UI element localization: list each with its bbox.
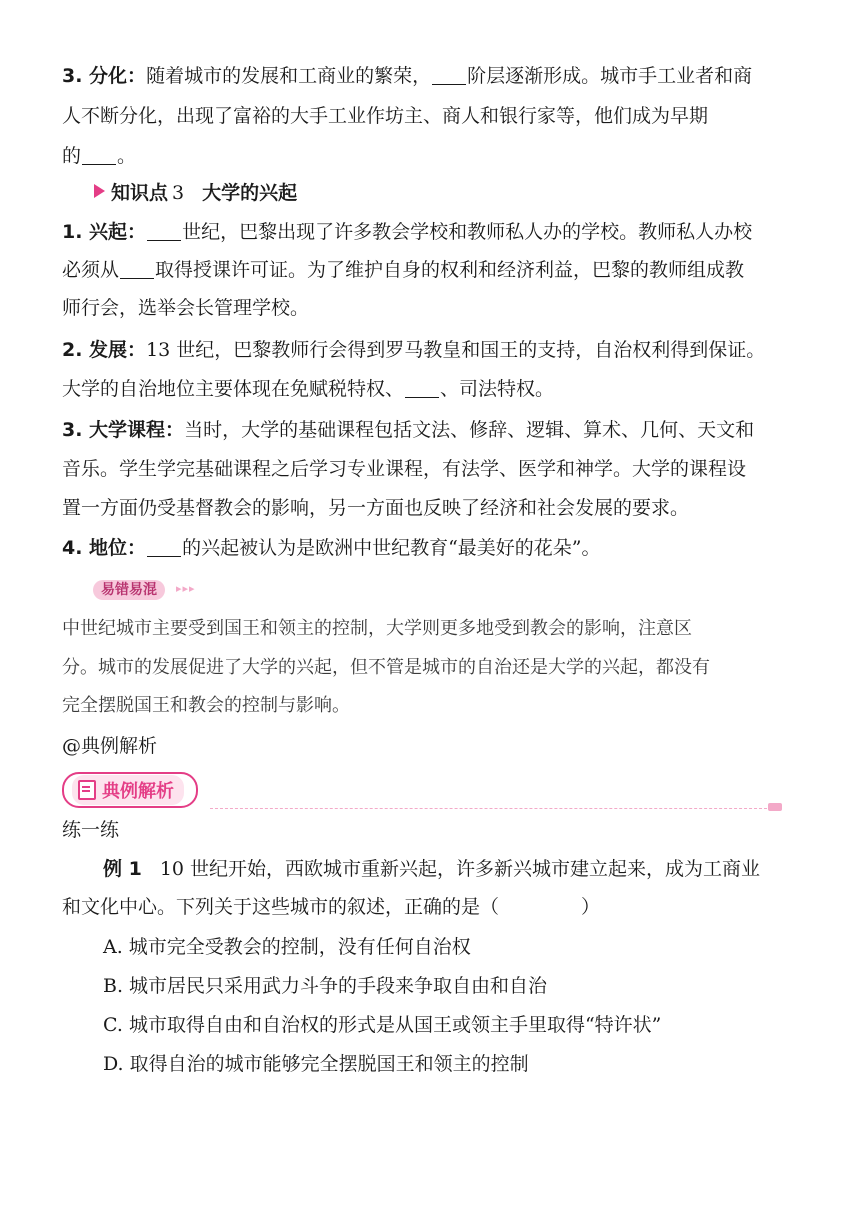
triangle-right-icon (94, 184, 105, 198)
example-line-2 (62, 895, 600, 919)
fenhua-text-1b: 阶层逐渐形成。城市手工业者和商 (467, 65, 753, 87)
xingqi-line-3: 师行会，选举会长管理学校。 (62, 297, 310, 319)
divider (210, 808, 772, 809)
yicuo-line-2: 分。城市的发展促进了大学的兴起，但不管是城市的自治还是大学的兴起，都没有 (62, 657, 710, 678)
fazhan-line-2 (62, 377, 554, 401)
kecheng-line-3: 置一方面仍受基督教会的影响，另一方面也反映了经济和社会发展的要求。 (62, 497, 690, 519)
lianyilian-heading: 练一练 (62, 819, 120, 841)
kecheng-label: 3. 大学课程： (62, 419, 185, 441)
kp-label: 知识点 (111, 182, 169, 204)
xingqi-line-1 (62, 220, 752, 244)
option-c[interactable]: C. 城市取得自由和自治权的形式是从国王或领主手里取得“特许状” (103, 1014, 662, 1036)
fenhua-text-1a: 随着城市的发展和工商业的繁荣， (146, 65, 432, 87)
example-line-1 (103, 857, 760, 881)
example-label: 例 1 (103, 858, 142, 880)
dianli-badge (62, 772, 198, 808)
example-text-2b: ） (581, 896, 601, 918)
fazhan-text-1: 13 世纪，巴黎教师行会得到罗马教皇和国王的支持，自治权利得到保证。 (146, 339, 766, 361)
xingqi-text-1: 世纪，巴黎出现了许多教会学校和教师私人办的学校。教师私人办校 (182, 221, 753, 243)
fazhan-text-2b: 、司法特权。 (440, 378, 555, 400)
fill-blank[interactable] (120, 260, 154, 279)
fazhan-text-2a: 大学的自治地位主要体现在免赋税特权、 (62, 378, 405, 400)
yicuo-line-3: 完全摆脱国王和教会的控制与影响。 (62, 695, 350, 716)
option-d[interactable]: D. 取得自治的城市能够完全摆脱国王和领主的控制 (103, 1053, 529, 1075)
fill-blank[interactable] (432, 66, 466, 85)
kecheng-line-2: 音乐。学生学完基础课程之后学习专业课程，有法学、医学和神学。大学的课程设 (62, 458, 747, 480)
fenhua-line-1 (62, 64, 752, 88)
kp-number: 3 (172, 182, 185, 204)
fill-blank[interactable] (147, 222, 181, 241)
fenhua-label: 3. 分化： (62, 65, 147, 87)
fenhua-line-2: 人不断分化，出现了富裕的大手工业作坊主、商人和银行家等，他们成为早期 (62, 105, 709, 127)
fazhan-label: 2. 发展： (62, 339, 147, 361)
pencil-icon (768, 803, 782, 811)
xingqi-text-2b: 取得授课许可证。为了维护自身的权利和经济利益，巴黎的教师组成教 (155, 259, 745, 281)
fenhua-line-3 (62, 144, 136, 168)
diwei-label: 4. 地位： (62, 537, 147, 559)
fill-blank[interactable] (82, 146, 116, 165)
yicuo-tag: 易错易混 (93, 580, 165, 600)
fenhua-text-3a: 的 (62, 145, 82, 167)
yicuo-line-1: 中世纪城市主要受到国王和领主的控制，大学则更多地受到教会的影响，注意区 (62, 618, 692, 639)
diwei-text-1: 的兴起被认为是欧洲中世纪教育“最美好的花朵”。 (182, 537, 601, 559)
example-text-2a: 和文化中心。下列关于这些城市的叙述，正确的是（ (62, 896, 500, 918)
kp-title: 大学的兴起 (202, 182, 298, 204)
fill-blank[interactable] (405, 379, 439, 398)
kecheng-text-1: 当时，大学的基础课程包括文法、修辞、逻辑、算术、几何、天文和 (184, 419, 755, 441)
option-b[interactable]: B. 城市居民只采用武力斗争的手段来争取自由和自治 (103, 975, 548, 997)
dianli-badge-inner (72, 775, 184, 805)
knowledge-point-heading (94, 181, 297, 205)
example-text-1: 10 世纪开始，西欧城市重新兴起，许多新兴城市建立起来，成为工商业 (159, 858, 761, 880)
notebook-icon (78, 780, 96, 800)
xingqi-line-2 (62, 258, 744, 282)
kecheng-line-1 (62, 418, 754, 442)
xingqi-text-2a: 必须从 (62, 259, 120, 281)
diwei-line-1 (62, 536, 601, 560)
option-a[interactable]: A. 城市完全受教会的控制，没有任何自治权 (103, 936, 471, 958)
fenhua-text-3b: 。 (117, 145, 137, 167)
dianli-badge-label: 典例解析 (102, 781, 174, 802)
xingqi-label: 1. 兴起： (62, 221, 147, 243)
fill-blank[interactable] (147, 538, 181, 557)
arrow-dots-icon: ▸▸▸ (176, 582, 196, 595)
fazhan-line-1 (62, 338, 765, 362)
dianli-plain-text: @典例解析 (62, 735, 158, 757)
